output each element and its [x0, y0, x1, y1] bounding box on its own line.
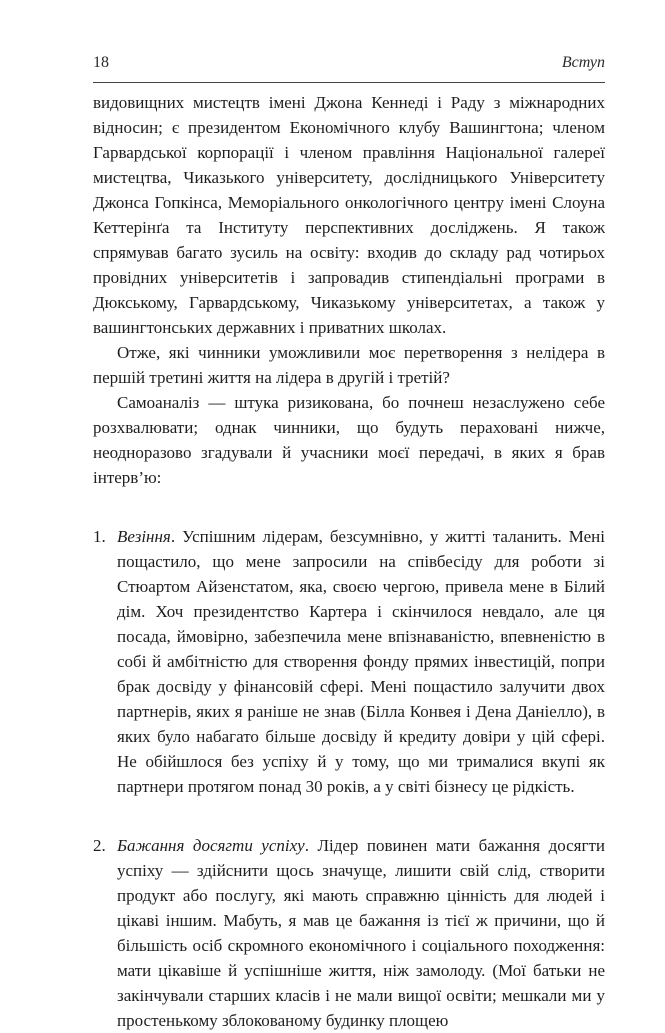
page-number: 18: [93, 54, 109, 71]
list-item: [93, 833, 605, 1033]
paragraph-continued: видовищних мистецтв імені Джона Кеннеді і Раду з міжнародних відносин; є президентом Економічного клубу Вашингтона; членом Гарвардської корпорації і членом правління Національної галереї мистецтва, Чиказького університету, дослідницького Університету Джонса Гопкінса, Меморіального онкологічного центру імені Слоуна Кеттерінґа та Інституту перспективних досліджень. Я також спрямував багато зусиль на освіту: входив до складу рад чотирьох провідних університетів і запровадив стипендіальні програми в Дюкському, Гарвардському, Чиказькому університетах, а також у вашингтонських державних і приватних школах.: [93, 93, 605, 337]
list-item-description: . Успішним лідерам, безсумнівно, у житті таланить. Мені пощастило, що мене запросили на співбесіду для роботи зі Стюартом Айзенстатом, яка, своєю чергою, привела мене в Білий дім. Хоч президентство Картера і скінчилося невдало, але ця посада, ймовірно, забезпечила мене впізнаваністю, впевненістю в собі й амбітністю для створення фонду прямих інвестицій, попри брак досвіду у фінансовій сфері. Мені пощастило залучити двох партнерів, яких я раніше не знав (Білла Конвея і Дена Даніелло), в яких було набагато більше досвіду й кредиту довіри у цій сфері. Не обійшлося без успіху й у тому, що ми трималися вкупі як партнери протягом понад 30 років, а у світі бізнесу це рідкість.: [117, 527, 605, 796]
paragraph-question: Отже, які чинники уможливили моє перетворення з нелідера в першій третині життя на лідера в другій і третій?: [93, 343, 605, 387]
list-item-text: [117, 833, 605, 1033]
list-item-number: 1.: [93, 527, 106, 546]
header-rule: [93, 82, 605, 83]
list-item-description: . Лідер повинен мати бажання досягти успіху — здійснити щось значуще, лишити свій слід, створити продукт або послугу, які мають справжню цінність для людей і цікаві іншим. Мабуть, я мав це бажання із тієї ж причини, що й більшість осіб скромного економічного і соціального походження: мати цікавіше й успішніше життя, ніж замолоду. (Мої батьки не закінчували старших класів і не мали вищої освіти; мешкали ми у простенькому зблокованому будинку площею: [117, 836, 606, 1030]
section-title: Вступ: [561, 54, 605, 71]
list-item-number: 2.: [93, 836, 106, 855]
list-item-title: Везіння: [117, 527, 171, 546]
list-item-title: Бажання досягти успіху: [117, 836, 305, 855]
factors-list: [93, 524, 605, 1033]
paragraph-self-analysis: Самоаналіз — штука ризикована, бо почнеш незаслужено себе розхвалювати; однак чинники, що будуть пераховані нижче, неодноразово згадували й учасники моєї передачі, в яких я брав інтерв’ю:: [93, 393, 605, 487]
list-item-text: [117, 524, 605, 799]
list-spacer: [93, 490, 605, 524]
page-body: [93, 90, 605, 1033]
list-item: [93, 524, 605, 799]
running-header: [93, 54, 605, 72]
